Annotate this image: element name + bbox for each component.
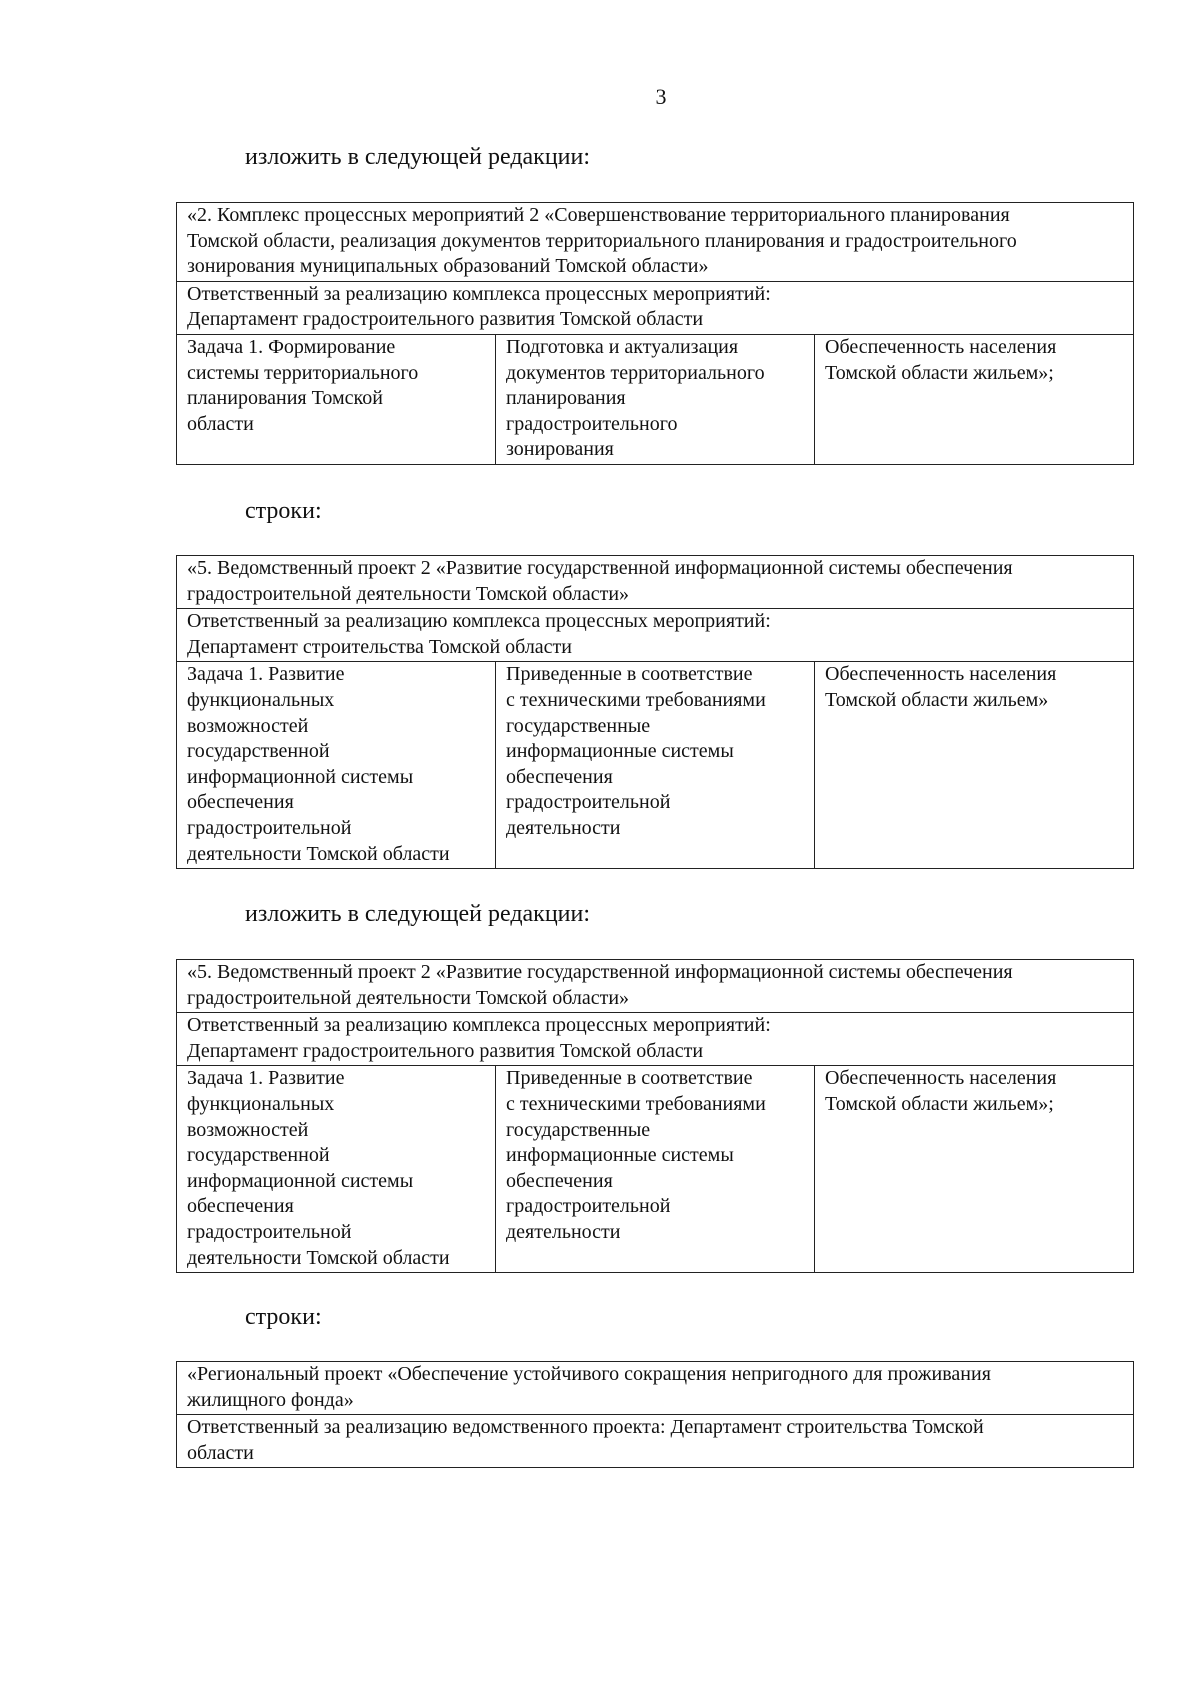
cell-line: функциональных <box>187 1092 335 1115</box>
responsible-line: Ответственный за реализацию комплекса процессных мероприятий: <box>187 610 771 633</box>
cell-line: обеспечения <box>506 765 613 788</box>
cell-line: градостроительной <box>506 791 671 814</box>
cell-line: Приведенные в соответствие <box>506 663 753 686</box>
cell-line: деятельности Томской области <box>187 842 450 865</box>
cell-line: возможностей <box>187 1118 309 1141</box>
task-cell <box>177 334 496 464</box>
cell-line: Приведенные в соответствие <box>506 1067 753 1090</box>
responsible-line: Департамент градостроительного развития Томской области <box>187 308 704 331</box>
responsible-line: области <box>187 1441 254 1464</box>
cell-line: информационной системы <box>187 1169 414 1192</box>
cell-line: Задача 1. Развитие <box>187 1067 345 1090</box>
responsible-line: Департамент строительства Томской области <box>187 635 572 658</box>
table-title <box>177 960 1134 1013</box>
cell-line: градостроительной <box>187 816 352 839</box>
task-cell <box>177 662 496 869</box>
title-line: Томской области, реализация документов территориального планирования и градостроительного <box>187 229 1017 252</box>
indicator-cell <box>815 1066 1134 1273</box>
responsible-line: Ответственный за реализацию комплекса процессных мероприятий: <box>187 1014 771 1037</box>
cell-line: Обеспеченность населения <box>825 335 1057 358</box>
indicator-cell <box>815 334 1134 464</box>
title-line: жилищного фонда» <box>187 1388 354 1411</box>
responsible-line: Ответственный за реализацию ведомственного проекта: Департамент строительства Томской <box>187 1416 984 1439</box>
section-4-lead: строки: <box>245 1304 322 1330</box>
cell-line: обеспечения <box>187 1195 294 1218</box>
cell-line: с техническими требованиями <box>506 1092 766 1115</box>
section-3-lead: изложить в следующей редакции: <box>245 901 591 927</box>
cell-line: Томской области жильем»; <box>825 361 1054 384</box>
title-line: зонирования муниципальных образований Томской области» <box>187 255 709 278</box>
cell-line: Задача 1. Развитие <box>187 663 345 686</box>
result-cell <box>496 662 815 869</box>
cell-line: деятельности <box>506 816 621 839</box>
indicator-cell <box>815 662 1134 869</box>
responsible-cell <box>177 1415 1134 1468</box>
section-2-lead: строки: <box>245 498 322 524</box>
result-cell <box>496 334 815 464</box>
cell-line: государственные <box>506 714 651 737</box>
table-title <box>177 203 1134 282</box>
cell-line: градостроительной <box>187 1220 352 1243</box>
responsible-line: Департамент градостроительного развития Томской области <box>187 1039 704 1062</box>
section-3-table <box>176 959 1134 1273</box>
responsible-cell <box>177 281 1134 334</box>
cell-line: государственные <box>506 1118 651 1141</box>
cell-line: информационные системы <box>506 740 734 763</box>
cell-line: деятельности Томской области <box>187 1246 450 1269</box>
cell-line: с техническими требованиями <box>506 688 766 711</box>
cell-line: обеспечения <box>506 1169 613 1192</box>
task-cell <box>177 1066 496 1273</box>
title-line: «5. Ведомственный проект 2 «Развитие государственной информационной системы обеспечения <box>187 961 1013 983</box>
table-title <box>177 556 1134 609</box>
cell-line: Томской области жильем» <box>825 688 1049 711</box>
cell-line: обеспечения <box>187 791 294 814</box>
cell-line: системы территориального <box>187 361 419 384</box>
cell-line: Обеспеченность населения <box>825 663 1057 686</box>
title-line: «Региональный проект «Обеспечение устойчивого сокращения непригодного для проживания <box>187 1363 991 1385</box>
cell-line: Обеспеченность населения <box>825 1067 1057 1090</box>
cell-line: возможностей <box>187 714 309 737</box>
title-line: градостроительной деятельности Томской области» <box>187 582 630 605</box>
page-number: 3 <box>655 84 667 109</box>
section-1-lead: изложить в следующей редакции: <box>245 144 591 170</box>
cell-line: планирования <box>506 387 626 410</box>
section-1-table <box>176 202 1134 465</box>
cell-line: Задача 1. Формирование <box>187 335 396 358</box>
cell-line: Подготовка и актуализация <box>506 335 739 358</box>
responsible-cell <box>177 609 1134 662</box>
cell-line: области <box>187 412 254 435</box>
section-2-table <box>176 555 1134 869</box>
cell-line: планирования Томской <box>187 387 383 410</box>
cell-line: государственной <box>187 1144 330 1167</box>
cell-line: информационные системы <box>506 1144 734 1167</box>
cell-line: Томской области жильем»; <box>825 1092 1054 1115</box>
title-line: «2. Комплекс процессных мероприятий 2 «Совершенствование территориального планирования <box>187 204 1010 226</box>
responsible-cell <box>177 1013 1134 1066</box>
table-title <box>177 1362 1134 1415</box>
cell-line: государственной <box>187 740 330 763</box>
cell-line: деятельности <box>506 1220 621 1243</box>
cell-line: информационной системы <box>187 765 414 788</box>
title-line: градостроительной деятельности Томской области» <box>187 986 630 1009</box>
cell-line: зонирования <box>506 438 614 461</box>
cell-line: документов территориального <box>506 361 765 384</box>
cell-line: градостроительной <box>506 1195 671 1218</box>
responsible-line: Ответственный за реализацию комплекса процессных мероприятий: <box>187 282 771 305</box>
result-cell <box>496 1066 815 1273</box>
cell-line: функциональных <box>187 688 335 711</box>
title-line: «5. Ведомственный проект 2 «Развитие государственной информационной системы обеспечения <box>187 557 1013 579</box>
cell-line: градостроительного <box>506 412 678 435</box>
section-4-table <box>176 1361 1134 1468</box>
